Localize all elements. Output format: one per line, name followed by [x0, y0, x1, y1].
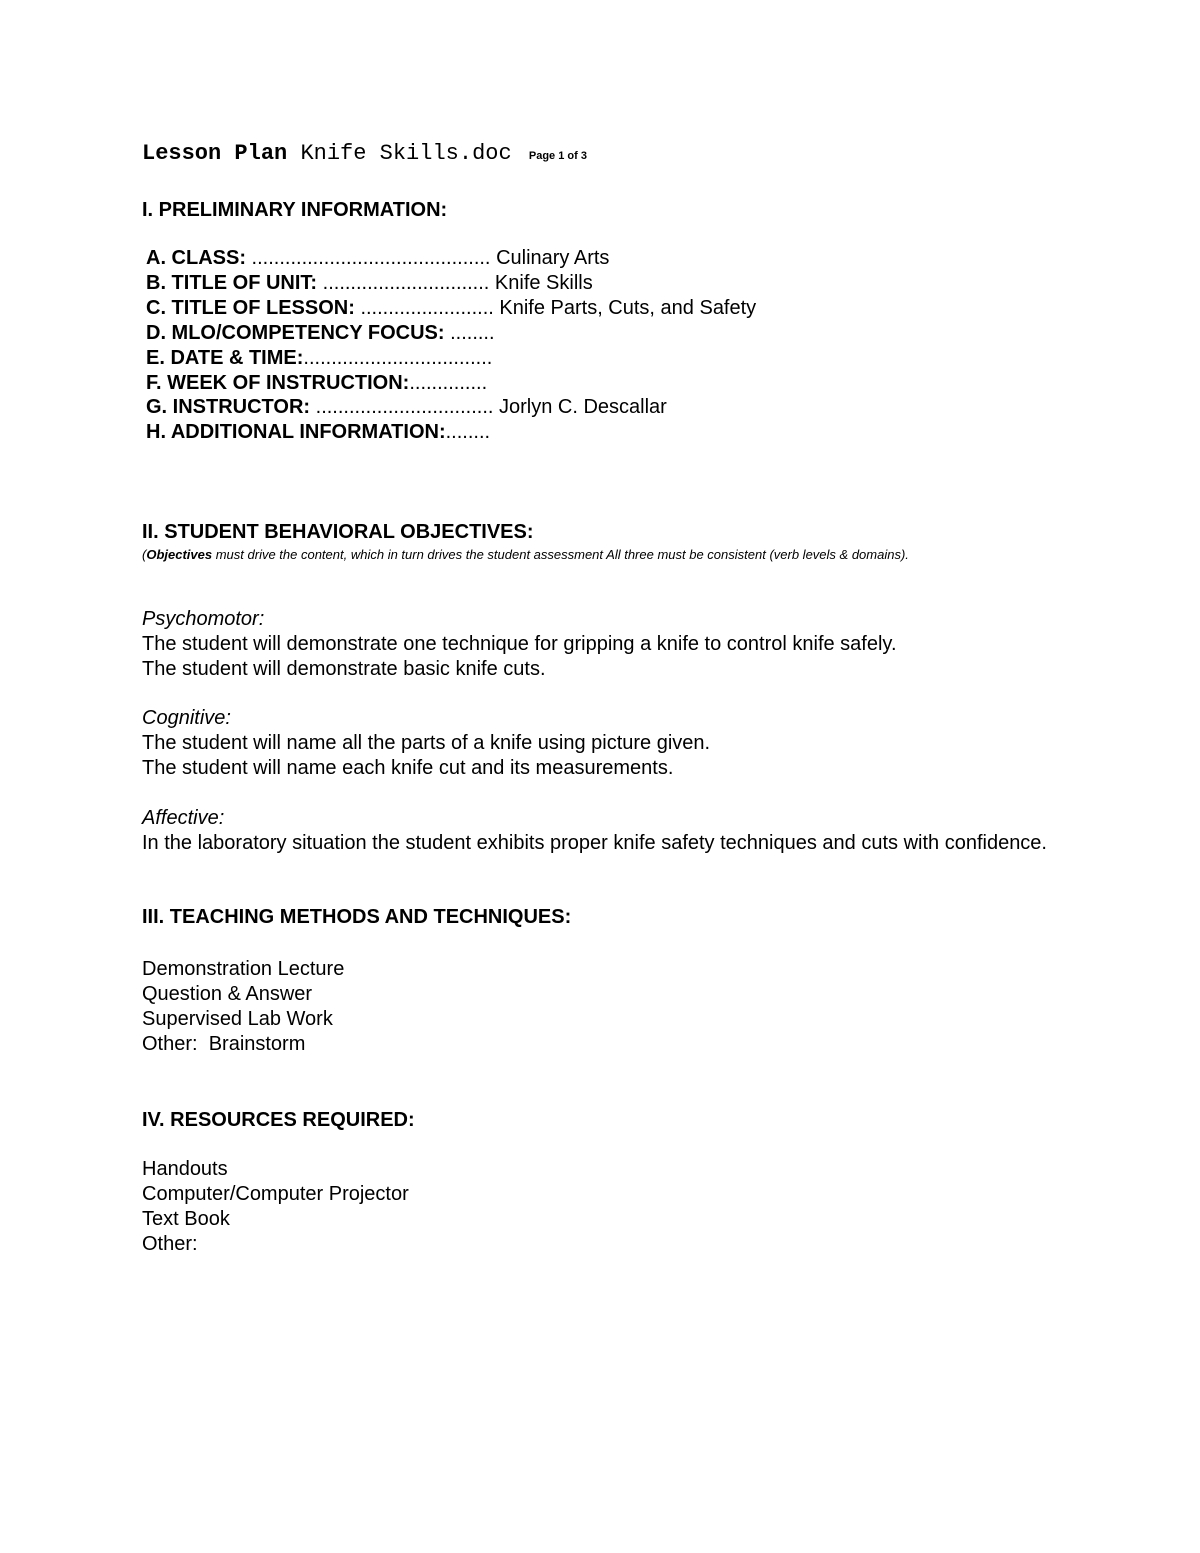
- header-title: Lesson Plan: [142, 141, 288, 166]
- info-value: Jorlyn C. Descallar: [499, 396, 667, 419]
- affective-title: Affective:: [142, 807, 225, 829]
- psychomotor-block: [142, 607, 1058, 682]
- info-row-date-time: [146, 346, 756, 371]
- list-item: Handouts: [142, 1158, 228, 1180]
- psychomotor-line: The student will demonstrate one technique for gripping a knife to control knife safely.: [142, 632, 897, 655]
- info-dots: ..................................: [303, 346, 493, 369]
- section-4-heading: IV. RESOURCES REQUIRED:: [142, 1109, 415, 1131]
- info-label: D. MLO/COMPETENCY FOCUS:: [146, 321, 445, 344]
- info-label: C. TITLE OF LESSON:: [146, 296, 355, 319]
- list-item: Other: Brainstorm: [142, 1032, 306, 1055]
- list-item: Computer/Computer Projector: [142, 1182, 409, 1205]
- page-indicator: Page 1 of 3: [528, 150, 587, 162]
- info-row-additional-information: [146, 420, 756, 445]
- info-row-title-of-unit: [146, 271, 756, 296]
- info-row-week-of-instruction: [146, 371, 756, 396]
- info-dots: ..............................: [317, 271, 495, 294]
- section-2-heading: II. STUDENT BEHAVIORAL OBJECTIVES:: [142, 521, 534, 543]
- info-dots: ................................: [310, 396, 500, 419]
- info-label: E. DATE & TIME:: [146, 346, 304, 369]
- info-value: Knife Parts, Cuts, and Safety: [499, 296, 757, 319]
- note-rest: must drive the content, which in turn drives the student assessment All three must be consistent (verb levels & domains).: [212, 547, 909, 562]
- list-item: Other:: [142, 1232, 198, 1255]
- info-row-mlo-competency: [146, 321, 756, 346]
- list-item: Text Book: [142, 1207, 230, 1230]
- psychomotor-title: Psychomotor:: [142, 608, 265, 630]
- affective-block: [142, 806, 1058, 856]
- cognitive-line: The student will name all the parts of a knife using picture given.: [142, 731, 711, 754]
- affective-text: In the laboratory situation the student exhibits proper knife safety techniques and cuts with confidence.: [142, 831, 1047, 854]
- objectives-note: [142, 546, 1058, 563]
- info-row-title-of-lesson: [146, 296, 756, 321]
- info-row-instructor: [146, 395, 756, 420]
- info-value: Knife Skills: [494, 271, 593, 294]
- info-dots: ........................: [354, 296, 500, 319]
- info-row-class: [146, 246, 756, 271]
- header-filename: Knife Skills.doc: [300, 141, 512, 166]
- info-dots: ........: [444, 321, 495, 344]
- list-item: Question & Answer: [142, 982, 313, 1005]
- preliminary-info-list: [146, 246, 756, 445]
- section-3-heading: III. TEACHING METHODS AND TECHNIQUES:: [142, 906, 572, 928]
- cognitive-line: The student will name each knife cut and its measurements.: [142, 756, 674, 779]
- info-label: B. TITLE OF UNIT:: [146, 271, 318, 294]
- cognitive-title: Cognitive:: [142, 707, 231, 729]
- info-dots: ...........................................: [246, 247, 497, 269]
- info-label: F. WEEK OF INSTRUCTION:: [146, 371, 410, 394]
- psychomotor-line: The student will demonstrate basic knife cuts.: [142, 657, 546, 680]
- teaching-methods-list: [142, 957, 1058, 1057]
- info-label: A. CLASS:: [146, 247, 246, 269]
- info-label: G. INSTRUCTOR:: [146, 396, 311, 419]
- resources-list: [142, 1157, 1058, 1257]
- cognitive-block: [142, 706, 1058, 781]
- document-header: [142, 140, 587, 170]
- info-dots: ..............: [409, 371, 488, 394]
- section-1-heading: I. PRELIMINARY INFORMATION:: [142, 199, 448, 221]
- list-item: Supervised Lab Work: [142, 1007, 333, 1030]
- note-bold: Objectives: [146, 547, 213, 562]
- info-dots: ........: [445, 421, 491, 444]
- note-open: (: [142, 547, 147, 562]
- info-label: H. ADDITIONAL INFORMATION:: [146, 421, 446, 444]
- info-value: Culinary Arts: [496, 247, 610, 269]
- list-item: Demonstration Lecture: [142, 958, 345, 980]
